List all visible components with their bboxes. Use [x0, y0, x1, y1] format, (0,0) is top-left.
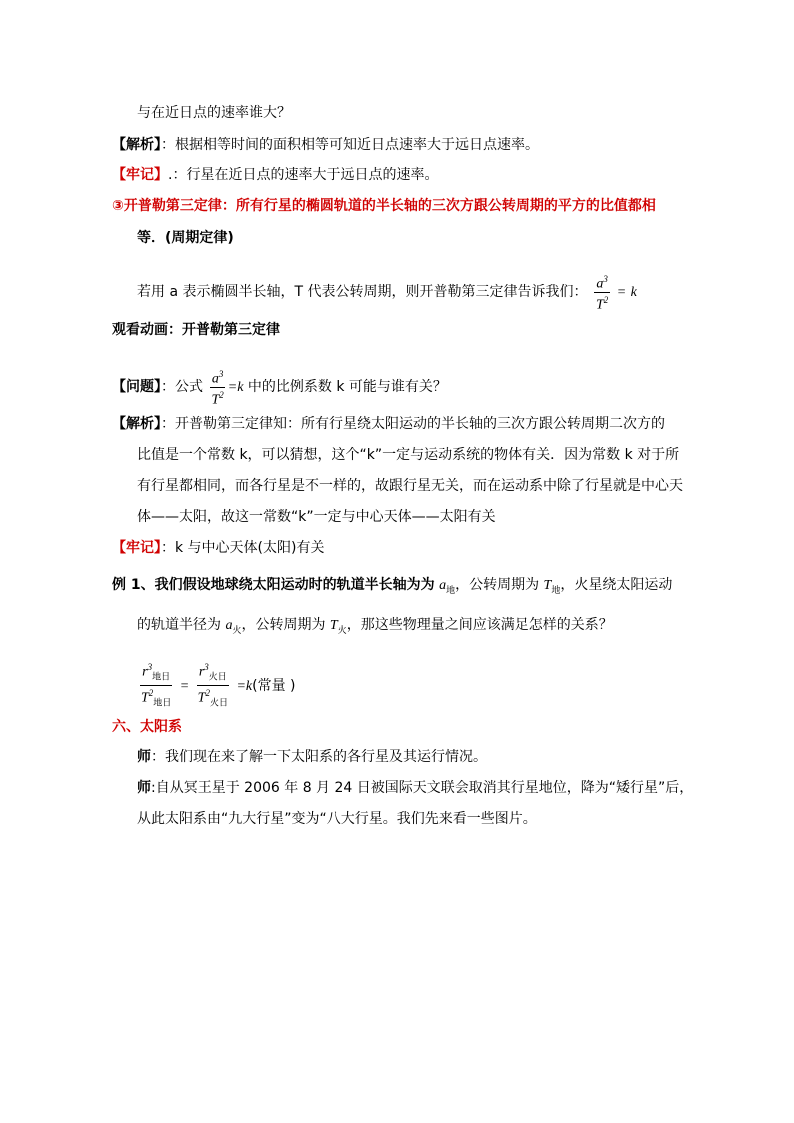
- analysis-paragraph: [112, 135, 539, 155]
- analysis-tag: 【解析】: [112, 416, 161, 432]
- animation-heading: 观看动画：开普勒第三定律: [112, 322, 280, 338]
- constant-note: (常量 ): [252, 677, 296, 694]
- kepler-third-law-continuation: 等．(周期定律): [137, 230, 234, 246]
- kepler-third-law-heading: ③开普勒第三定律：所有行星的椭圆轨道的半长轴的三次方跟公转周期的平方的比值都相: [112, 198, 656, 214]
- example-1-answer-formula: $\frac{r^3_{地日}}{T^2_{地日}}$ = $\frac{r^3_{火日}}{T^2_{火日}}$ =k(常量 ): [137, 660, 295, 712]
- analysis-text: ：根据相等时间的面积相等可知近日点速率大于远日点速率。: [161, 137, 539, 153]
- T-mars: $T_火$: [329, 618, 347, 636]
- formula-k: k: [630, 285, 637, 301]
- section-heading-solar-system: 六、太阳系: [112, 719, 182, 735]
- analysis-paragraph-2: 【解析】：开普勒第三定律知：所有行星绕太阳运动的半长轴的三次方跟公转周期二次方的: [112, 416, 665, 432]
- text-line: 与在近日点的速率谁大？: [137, 105, 291, 121]
- question-paragraph: 【问题】：公式 $\frac{a^3}{T^2}$ =k 中的比例系数 k 可能与谁有关？: [112, 369, 447, 408]
- remember-paragraph: [112, 165, 438, 185]
- teacher-paragraph-2: 师:自从冥王星于 2006 年 8 月 24 日被国际天文联会取消其行星地位，降为“矮行星”后，: [137, 780, 694, 796]
- teacher-paragraph-1: 师：我们现在来了解一下太阳系的各行星及其运行情况。: [137, 749, 487, 765]
- T-earth: $T_地$: [543, 578, 561, 596]
- question-tag: 【问题】: [112, 379, 161, 396]
- kepler-formula-fraction: $\frac{a^3}{T^2}$: [595, 274, 609, 313]
- mars-fraction: $\frac{r^3_{火日}}{T^2_{火日}}$: [197, 662, 228, 709]
- teacher-tag: 师: [137, 780, 151, 796]
- kepler-formula-line: [137, 272, 637, 312]
- formula-equals: =: [616, 285, 627, 301]
- remember-tag: 【牢记】: [112, 167, 168, 183]
- formula-intro-text: 若用 a 表示椭圆半长轴，T 代表公转周期，则开普勒第三定律告诉我们：: [137, 284, 588, 301]
- a-earth: $a_地$: [439, 578, 456, 596]
- question-formula-fraction: $\frac{a^3}{T^2}$: [211, 369, 224, 408]
- teacher-tag: 师: [137, 749, 151, 765]
- text-line: 比值是一个常数 k，可以猜想，这个“k”一定与运动系统的物体有关．因为常数 k 对于所: [137, 447, 680, 463]
- example-1-line-2: 的轨道半径为 $a_火$，公转周期为 $T_火$，那这些物理量之间应该满足怎样的关系？: [137, 617, 613, 636]
- remember-tag: 【牢记】: [112, 540, 161, 556]
- example-1-line-1: 例 1、我们假设地球绕太阳运动时的轨道半长轴为为 $a_地$，公转周期为 $T_地$，火星绕太阳运动: [112, 577, 673, 596]
- text-line: 体——太阳，故这一常数“k”一定与中心天体——太阳有关: [137, 509, 496, 525]
- remember-text: .：行星在近日点的速率大于远日点的速率。: [168, 167, 439, 183]
- remember-paragraph-2: 【牢记】：k 与中心天体(太阳)有关: [112, 540, 325, 556]
- analysis-tag: 【解析】: [112, 137, 161, 153]
- text-line: 有行星都相同，而各行星是不一样的，故跟行星无关，而在运动系中除了行星就是中心天: [137, 478, 683, 494]
- earth-fraction: $\frac{r^3_{地日}}{T^2_{地日}}$: [141, 662, 172, 709]
- a-mars: $a_火$: [225, 618, 242, 636]
- text-line: 从此太阳系由“九大行星”变为“八大行星。我们先来看一些图片。: [137, 811, 537, 827]
